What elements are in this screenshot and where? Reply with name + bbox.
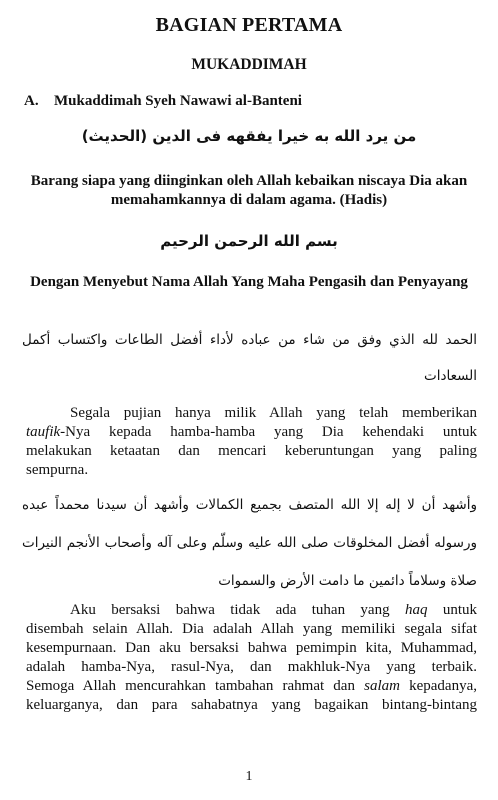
hadith-translation: Barang siapa yang diinginkan oleh Allah kebaikan niscaya Dia akan memahamkannya di dalam agama. (Hadis) bbox=[30, 173, 468, 208]
paragraph-line: Segala pujian hanya milik Allah yang telah memberikan bbox=[70, 405, 477, 421]
paragraph-line: sempurna. bbox=[26, 462, 89, 478]
italic-term: taufik bbox=[26, 424, 61, 440]
hadith-arabic: من يرد الله به خيرا يفقهه فى الدين (الحديث) bbox=[81, 127, 417, 145]
paragraph-line bbox=[26, 423, 477, 442]
paragraph-line-text: Semoga Allah mencurahkan tambahan rahmat dan bbox=[26, 678, 365, 694]
arabic-paragraph-2: وأشهد أن لا إله إلا الله المتصف بجميع الكمالات وأشهد أن سيدنا محمداً عبده ورسوله أفضل المخلوقات صلى الله عليه وسلّم وعلى آله وأصحاب الأنجم النيرات صلاة وسلاماً دائمين ما دامت الأرض والسموات bbox=[22, 497, 477, 589]
indonesian-paragraph-1 bbox=[26, 404, 477, 480]
paragraph-line bbox=[26, 601, 477, 620]
paragraph-line-text: untuk bbox=[427, 602, 477, 618]
italic-term: salam bbox=[364, 678, 400, 694]
page-number: 1 bbox=[245, 769, 253, 784]
paragraph-line-text: -Nya kepada hamba-hamba yang Dia kehendaki untuk bbox=[60, 424, 477, 440]
basmala-arabic: بسم الله الرحمن الرحيم bbox=[160, 232, 338, 250]
paragraph-line: disembah selain Allah. Dia adalah Allah yang memiliki segala sifat bbox=[26, 621, 477, 637]
basmala-translation: Dengan Menyebut Nama Allah Yang Maha Pengasih dan Penyayang bbox=[30, 274, 468, 290]
section-heading-text: Mukaddimah Syeh Nawawi al-Banteni bbox=[54, 93, 302, 109]
paragraph-line bbox=[26, 677, 477, 696]
paragraph-line-text: Aku bersaksi bahwa tidak ada tuhan yang bbox=[70, 602, 405, 618]
paragraph-line: kesempurnaan. Dan aku bersaksi bahwa pemimpin kita, Muhammad, bbox=[26, 640, 477, 656]
indonesian-paragraph-2 bbox=[26, 601, 477, 715]
paragraph-line: keluarganya, dan para sahabatnya yang bagaikan bintang-bintang bbox=[26, 697, 477, 713]
paragraph-line: adalah hamba-Nya, rasul-Nya, dan makhluk-Nya yang terbaik. bbox=[26, 659, 477, 675]
chapter-subtitle: MUKADDIMAH bbox=[191, 56, 307, 73]
paragraph-line-text: kepadanya, bbox=[399, 678, 477, 694]
paragraph-line: melakukan ketaatan dan mencari keberuntungan yang paling bbox=[26, 443, 477, 459]
arabic-paragraph-1: الحمد لله الذي وفق من شاء من عباده لأداء أفضل الطاعات واكتساب أكمل السعادات bbox=[22, 332, 477, 384]
chapter-title: BAGIAN PERTAMA bbox=[155, 14, 343, 36]
italic-term: haq bbox=[404, 602, 428, 618]
section-heading bbox=[24, 93, 302, 110]
section-letter: A. bbox=[24, 93, 39, 109]
